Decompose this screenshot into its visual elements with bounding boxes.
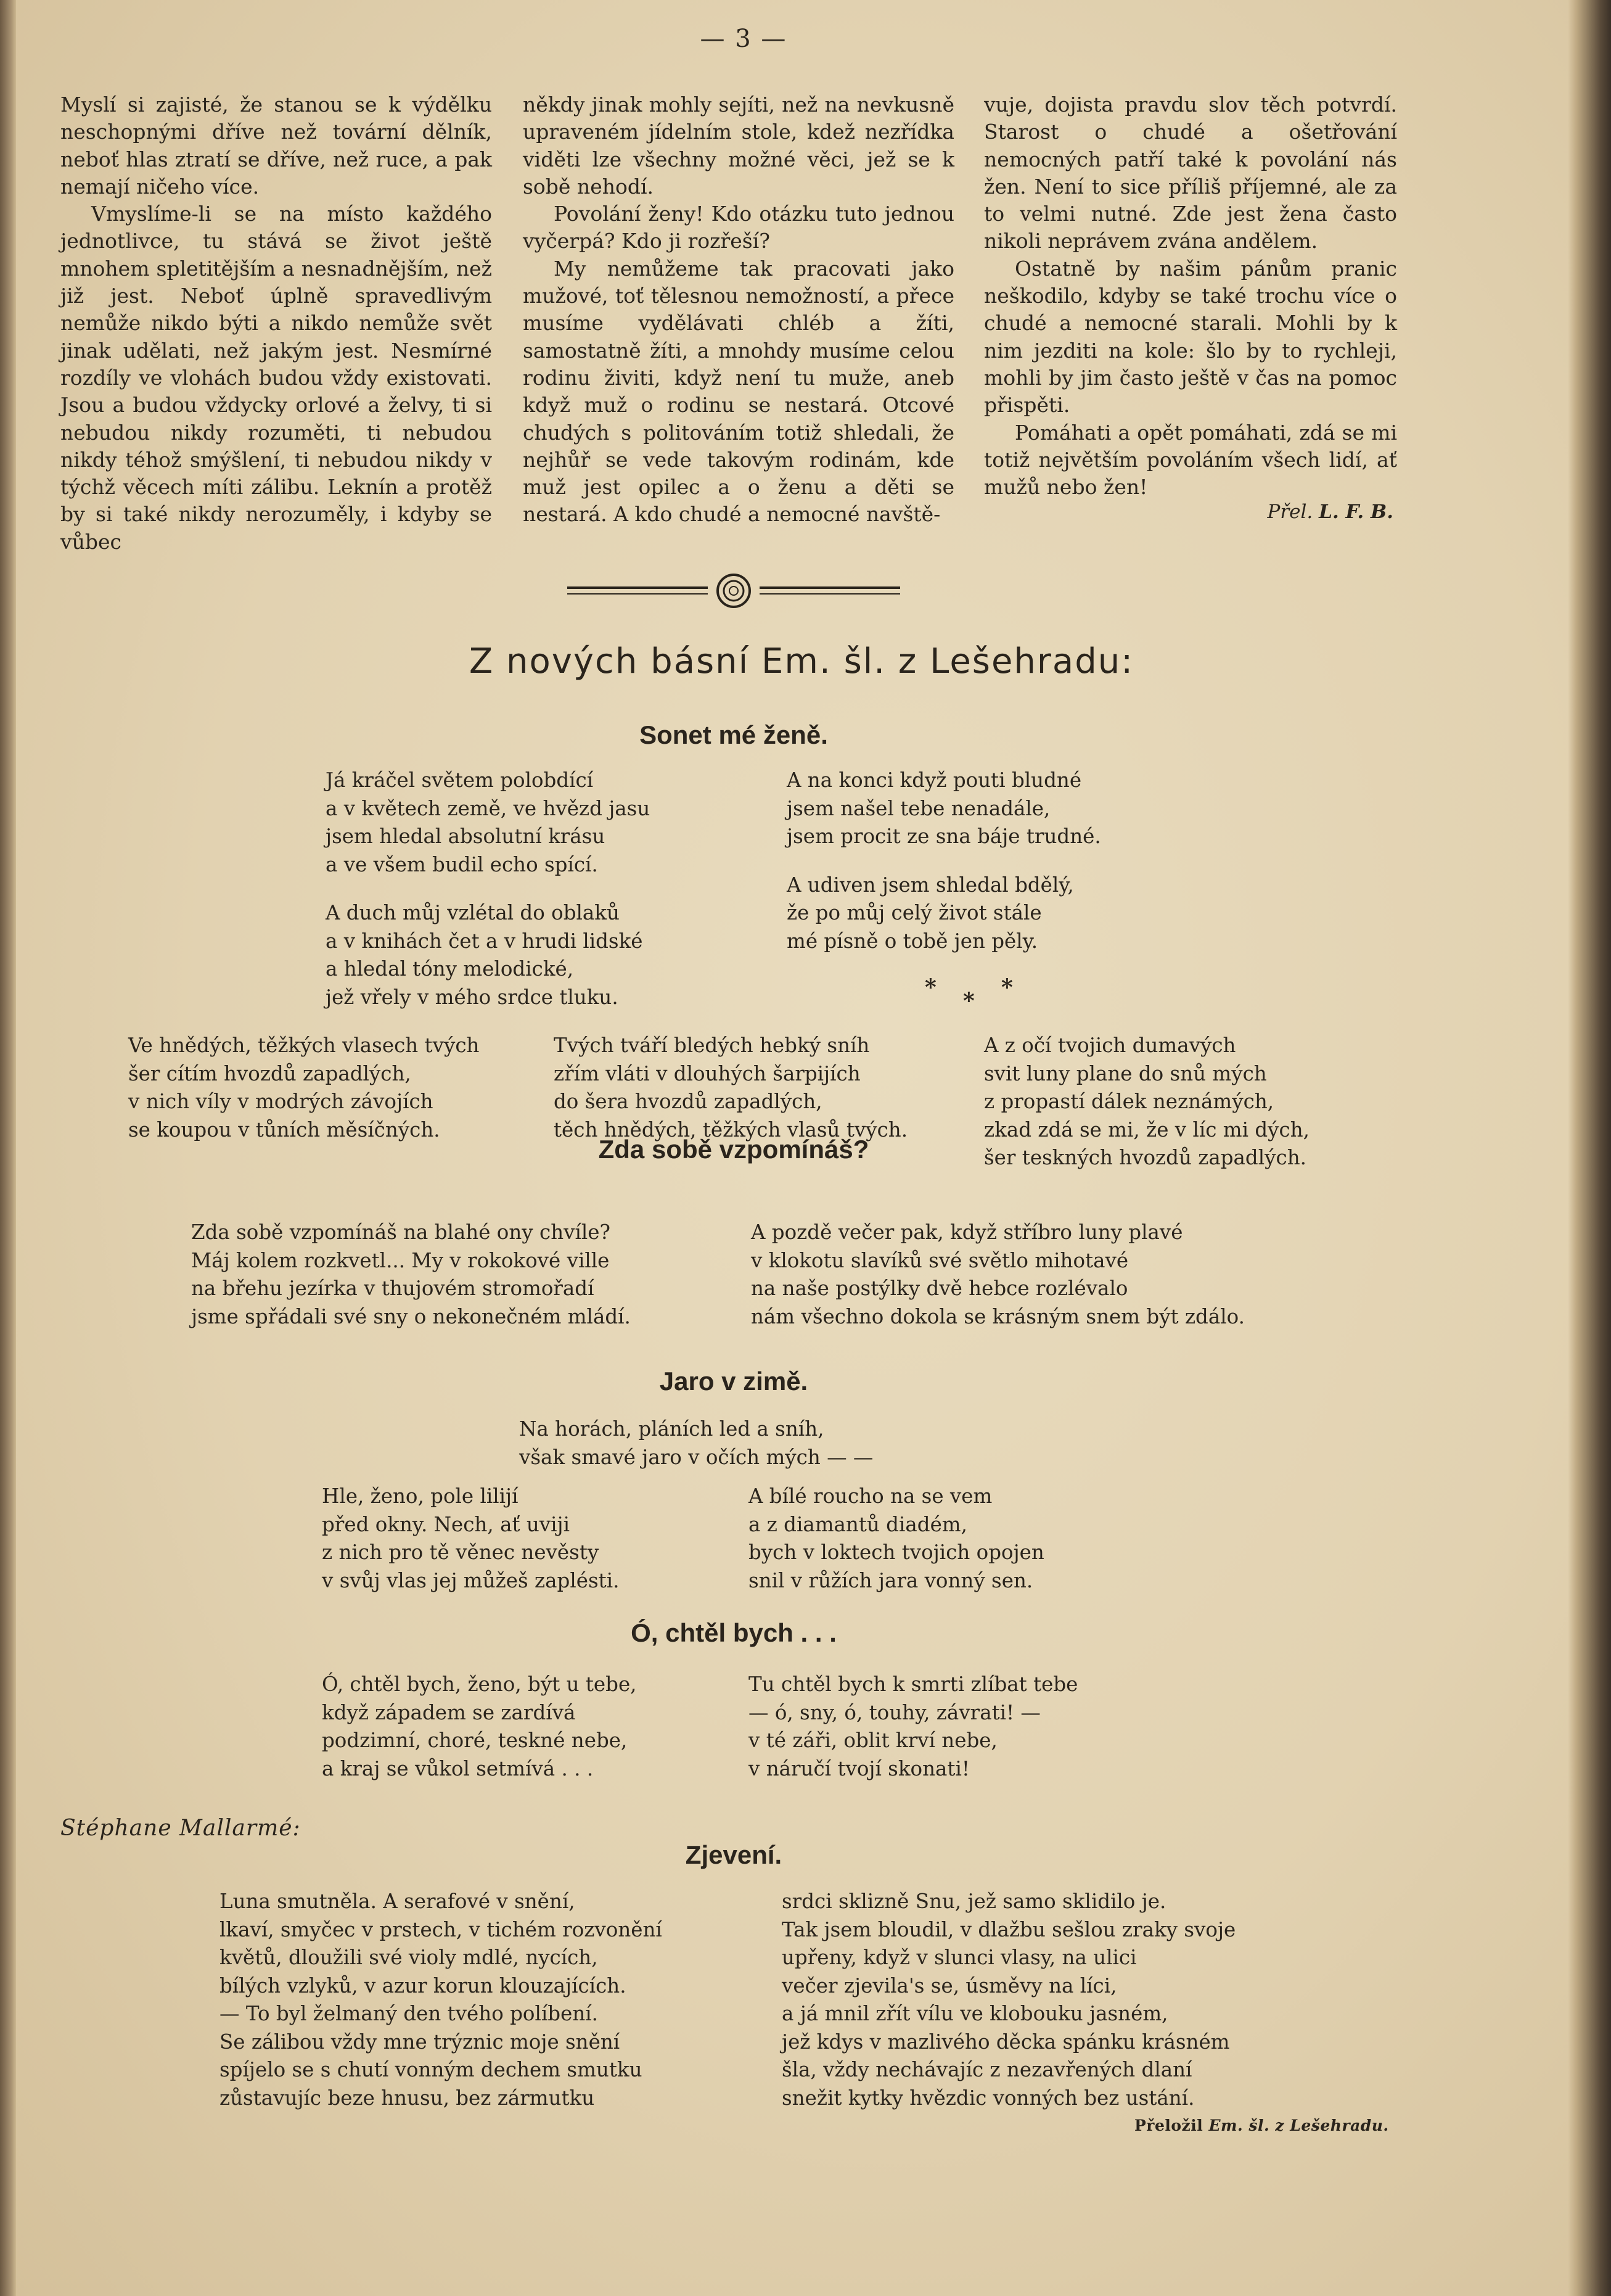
stanza: [326, 767, 650, 879]
signature-name: L. F. B.: [1319, 501, 1393, 523]
verse-line: A duch můj vzlétal do oblaků: [326, 901, 620, 924]
section-title: Z nových básní Em. šl. z Lešehradu:: [469, 641, 1134, 681]
untitled-stanza-3: [984, 1032, 1310, 1172]
verse-line: bych v loktech tvojich opojen: [748, 1541, 1044, 1564]
paragraph: někdy jinak mohly sejíti, než na nevkusně upraveném jídelním stole, kdež nezřídka viděti lze všechny možné věci, jež se k sobě nehodí.: [523, 93, 954, 199]
verse-line: — To byl želmaný den tvého políbení.: [219, 2002, 598, 2025]
verse-line: snežit kytky hvězdic vonných bez ustání.: [782, 2086, 1195, 2110]
sonet-left: [326, 767, 650, 1011]
poem-title-zjeveni: Zjevení.: [685, 1840, 782, 1869]
verse-line: šer teskných hvozdů zapadlých.: [984, 1146, 1306, 1169]
verse-line: však smavé jaro v očích mých — —: [519, 1445, 874, 1469]
verse-line: a z diamantů diadém,: [748, 1512, 967, 1536]
verse-line: spíjelo se s chutí vonným dechem smutku: [219, 2058, 642, 2081]
page-edge-shadow: [1568, 0, 1611, 2296]
verse-line: šla, vždy nechávajíc z nezavřených dlaní: [782, 2058, 1192, 2081]
jaro-stanza-1: [322, 1483, 619, 1595]
prose-column-3: [984, 91, 1397, 501]
ornament-divider-icon: [567, 572, 900, 609]
stanza: [326, 899, 650, 1011]
signature-prefix: Přel.: [1267, 501, 1313, 523]
asterism: [925, 974, 1023, 1018]
verse-line: jsem procit ze sna báje trudné.: [787, 825, 1101, 848]
zjeveni-column-1: [219, 1888, 662, 2112]
verse-line: Ve hnědých, těžkých vlasech tvých: [128, 1034, 480, 1057]
credit-name: Em. šl. z Lešehradu.: [1208, 2117, 1389, 2134]
prose-column-1: [60, 91, 492, 556]
verse-line: Hle, ženo, pole lilijí: [322, 1484, 519, 1508]
verse-line: na břehu jezírka v thujovém stromořadí: [191, 1277, 594, 1300]
verse-line: A udiven jsem shledal bdělý,: [787, 873, 1074, 897]
zjeveni-column-2: [782, 1888, 1236, 2112]
verse-line: Na horách, pláních led a sníh,: [519, 1417, 824, 1441]
paragraph: Povolání ženy! Kdo otázku tuto jednou vyčerpá? Kdo ji rozřeší?: [523, 202, 954, 253]
verse-line: Tu chtěl bych k smrti zlíbat tebe: [748, 1673, 1078, 1696]
sonet-right: [787, 767, 1101, 955]
prose-column-2: [523, 91, 954, 529]
jaro-stanza-2: [748, 1483, 1044, 1595]
verse-line: a ve všem budil echo spící.: [326, 852, 598, 876]
poem-title-sonet: Sonet mé ženě.: [639, 720, 828, 749]
verse-line: snil v růžích jara vonný sen.: [748, 1568, 1033, 1592]
paragraph: Myslí si zajisté, že stanou se k výdělku neschopnými dříve než tovární dělník, neboť hlas ztratí se dříve, než ruce, a pak nemají ničeho více.: [60, 93, 492, 199]
verse-line: Se zálibou vždy mne trýznic moje snění: [219, 2030, 620, 2054]
verse-line: lkaví, smyčec v prstech, v tichém rozvonění: [219, 1917, 662, 1941]
verse-line: A bílé roucho na se vem: [748, 1484, 993, 1508]
verse-line: jsem hledal absolutní krásu: [326, 825, 605, 848]
verse-line: podzimní, choré, teskné nebe,: [322, 1729, 628, 1752]
verse-line: mé písně o tobě jen pěly.: [787, 929, 1038, 953]
asterisk: *: [1001, 974, 1013, 1000]
page-gutter: [0, 0, 16, 2296]
verse-line: jsme spřádali své sny o nekonečném mládí.: [191, 1304, 631, 1328]
jaro-intro: [519, 1415, 873, 1471]
verse-line: z nich pro tě věnec nevěsty: [322, 1541, 599, 1564]
paragraph: My nemůžeme tak pracovati jako mužové, toť tělesnou nemožností, a přece musíme vydělávati chléb a žíti, samostatně žíti, a mnohdy musíme celou rodinu živiti, když není tu muže, aneb když muž o rodinu se nestará. Otcové chudých s politováním totiž shledali, že nejhůř se vede takovým rodinám, kde muž jest opilec a o ženu a děti se nestará. A kdo chudé a nemocné navště-: [523, 256, 954, 527]
paragraph: Vmyslíme-li se na místo každého jednotlivce, tu stává se život ještě mnohem spletitějším a nesnadnějším, než již jest. Neboť úplně spravedlivým nemůže nikdo býti a nikdo nemůže svět jinak udělati, než jakým jest. Nesmírné rozdíly ve vlohách budou vždy existovati. Jsou a budou vždycky orlové a želvy, ti si nebudou nikdy rozuměti, ti nebudou nikdy téhož smýšlení, ti nebudou nikdy v týchž věcech míti zálibu. Leknín a protěž by si také nikdy nerozuměly, i kdyby se vůbec: [60, 202, 492, 554]
verse-line: Já kráčel světem polobdící: [326, 768, 594, 792]
verse-line: a kraj se vůkol setmívá . . .: [322, 1756, 594, 1780]
verse-line: nám všechno dokola se krásným snem být zdálo.: [751, 1304, 1245, 1328]
verse-line: do šera hvozdů zapadlých,: [554, 1090, 822, 1113]
verse-line: z propastí dálek neznámých,: [984, 1090, 1274, 1113]
verse-line: bílých vzlyků, v azur korun klouzajících.: [219, 1973, 626, 1998]
asterisk: *: [925, 974, 937, 1000]
verse-line: A z očí tvojich dumavých: [984, 1034, 1236, 1057]
verse-line: zkad zdá se mi, že v líc mi dých,: [984, 1117, 1310, 1142]
verse-line: srdci sklizně Snu, jež samo sklidilo je.: [782, 1890, 1166, 1913]
verse-line: že po můj celý život stále: [787, 901, 1042, 924]
verse-line: Zda sobě vzpomínáš na blahé ony chvíle?: [191, 1220, 610, 1244]
credit-prefix: Přeložil: [1134, 2117, 1203, 2134]
verse-line: šer cítím hvozdů zapadlých,: [128, 1061, 411, 1085]
untitled-stanza-1: [128, 1032, 479, 1144]
poem-title-jaro: Jaro v zimě.: [659, 1367, 808, 1396]
verse-line: svit luny plane do snů mých: [984, 1061, 1267, 1085]
verse-line: těch hnědých, těžkých vlasů tvých.: [554, 1117, 908, 1142]
verse-line: jež kdys v mazlivého děcka spánku krásném: [782, 2030, 1230, 2054]
verse-line: v náručí tvojí skonati!: [748, 1756, 970, 1780]
chtel-stanza-2: [748, 1671, 1078, 1783]
verse-line: a v květech země, ve hvězd jasu: [326, 796, 650, 820]
verse-line: v svůj vlas jej můžeš zaplésti.: [322, 1568, 620, 1592]
translator-signature: [1171, 501, 1393, 523]
verse-line: v nich víly v modrých závojích: [128, 1090, 433, 1113]
verse-line: když západem se zardívá: [322, 1700, 576, 1724]
verse-line: a v knihách čet a v hrudi lidské: [326, 929, 643, 953]
verse-line: v té záři, oblit krví nebe,: [748, 1729, 998, 1752]
verse-line: Luna smutněla. A serafové v snění,: [219, 1890, 575, 1913]
verse-line: Tak jsem bloudil, v dlažbu sešlou zraky svoje: [782, 1917, 1236, 1941]
verse-line: květů, dloužili své violy mdlé, nycích,: [219, 1946, 598, 1969]
stanza: [787, 767, 1101, 851]
verse-line: večer zjevila's se, úsměvy na líci,: [782, 1973, 1117, 1998]
verse-line: jež vřely v mého srdce tluku.: [326, 985, 618, 1009]
verse-line: před okny. Nech, ať uviji: [322, 1512, 570, 1536]
verse-line: na naše postýlky dvě hebce rozlévalo: [751, 1277, 1128, 1300]
translation-credit: [1134, 2117, 1389, 2134]
poem-title-zda: Zda sobě vzpomínáš?: [598, 1135, 869, 1164]
stanza: [787, 871, 1101, 956]
verse-line: — ó, sny, ó, touhy, závrati! —: [748, 1700, 1041, 1724]
verse-line: Ó, chtěl bych, ženo, být u tebe,: [322, 1673, 637, 1696]
verse-line: zřím vláti v dlouhých šarpijích: [554, 1061, 861, 1085]
verse-line: A pozdě večer pak, když stříbro luny plavé: [751, 1220, 1183, 1244]
verse-line: se koupou v tůních měsíčných.: [128, 1117, 440, 1142]
verse-line: zůstavujíc beze hnusu, bez zármutku: [219, 2086, 595, 2110]
page-number: — 3 —: [700, 25, 787, 53]
paragraph: Ostatně by našim pánům pranic neškodilo, kdyby se také trochu více o chudé a nemocné starali. Mohli by k nim jezditi na kole: šlo by to rychleji, mohli by jim často ještě v čas na pomoc přispěti.: [984, 256, 1397, 418]
verse-line: A na konci když pouti bludné: [787, 768, 1082, 792]
verse-line: Máj kolem rozkvetl... My v rokokové ville: [191, 1248, 610, 1272]
paragraph: vuje, dojista pravdu slov těch potvrdí. Starost o chudé a ošetřování nemocných patří také k povolání nás žen. Není to sice příliš příjemné, ale za to velmi nutné. Zde jest žena často nikoli neprávem zvána andělem.: [984, 93, 1397, 253]
paragraph: Pomáhati a opět pomáhati, zdá se mi totiž největším povoláním všech lidí, ať mužů nebo žen!: [984, 420, 1397, 500]
untitled-stanza-2: [554, 1032, 908, 1144]
author-label: Stéphane Mallarmé:: [60, 1816, 301, 1841]
verse-line: jsem našel tebe nenadále,: [787, 796, 1051, 820]
poem-title-chtel: Ó, chtěl bych . . .: [631, 1618, 837, 1647]
verse-line: Tvých tváří bledých hebký sníh: [554, 1034, 870, 1057]
asterisk: *: [963, 988, 975, 1014]
verse-line: upřeny, když v slunci vlasy, na ulici: [782, 1946, 1137, 1969]
zda-stanza-1: [191, 1219, 631, 1331]
verse-line: v klokotu slavíků své světlo mihotavé: [751, 1248, 1129, 1272]
verse-line: a hledal tóny melodické,: [326, 957, 574, 981]
verse-line: a já mnil zřít vílu ve klobouku jasném,: [782, 2002, 1168, 2025]
zda-stanza-2: [751, 1219, 1245, 1331]
chtel-stanza-1: [322, 1671, 637, 1783]
